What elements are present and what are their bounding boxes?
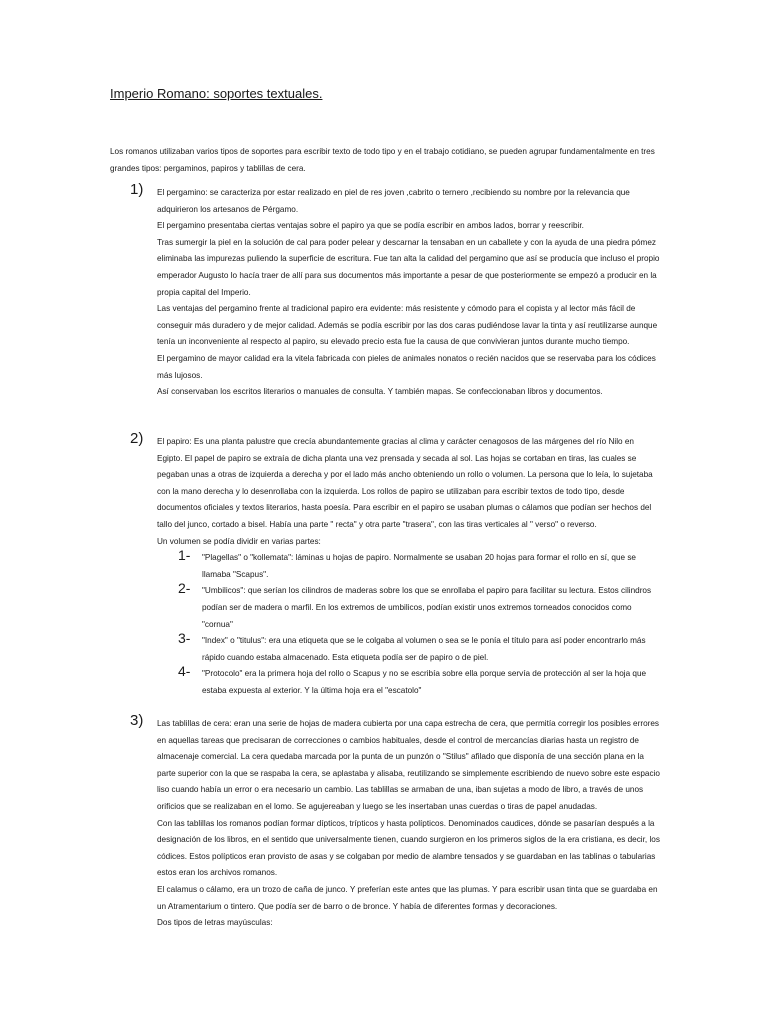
list-item-text: "Protocolo" era la primera hoja del rollo o Scapus y no se escribía sobre ella porque servía de protección al ser la hoja que estaba expuesta al exterior. Y la última hoja era el "escatolo" — [202, 669, 647, 695]
list-item-text: "Umbilicos": que serían los cilindros de maderas sobre los que se enrollaba el papiro para facilitar su lectura. Estos cilindros podían ser de madera o marfil. En los extremos de umbilicos, podían existir unos extremos torneados conocidos como "cornua" — [202, 586, 652, 629]
intro-paragraph: Los romanos utilizaban varios tipos de soportes para escribir texto de todo tipo y en el trabajo cotidiano, se pueden agrupar fundamentalmente en tres grandes tipos: pergaminos, papiros y tablillas de cera. — [110, 147, 655, 173]
list-item-text: "Plagellas" o "kollemata": láminas u hojas de papiro. Normalmente se usaban 20 hojas para formar el rollo en sí, que se llamaba "Scapus". — [202, 553, 636, 579]
paragraph: Dos tipos de letras mayúsculas: — [157, 918, 273, 928]
list-item-number: 3- — [178, 630, 191, 647]
document-title: Imperio Romano: soportes textuales. — [110, 86, 323, 101]
list-item-number: 4- — [178, 663, 191, 680]
section-number: 1) — [130, 181, 144, 198]
section-number: 3) — [130, 712, 144, 729]
list-item — [178, 663, 660, 699]
paragraph: El pergamino de mayor calidad era la vitela fabricada con pieles de animales nonatos o recién nacidos que se reservaba para los códices más lujosos. — [157, 353, 656, 380]
list-item — [178, 580, 660, 633]
paragraph: Un volumen se podía dividir en varias partes: — [157, 536, 321, 546]
paragraph: El pergamino: se caracteriza por estar realizado en piel de res joven ,cabrito o ternero ,recibiendo su nombre por la relevancia que adquirieron los artesanos de Pérgamo. — [157, 188, 630, 214]
list-item-number: 2- — [178, 580, 191, 597]
section-papiro — [130, 430, 660, 700]
section-tablillas — [130, 712, 660, 932]
paragraph: Con las tablillas los romanos podían formar dípticos, trípticos y hasta polípticos. Denominados caudices, dónde se pasarían después a la designación de los libros, en el sentido que universalmente tienen, cuando surgieron en los primeros siglos de la era cristiana, es decir, los códices. Estos polípticos eran provisto de asas y se colgaban por medio de alambre tensados y se guardaban en las tablinas o tabularias estos eran los archivos romanos. — [157, 818, 660, 878]
paragraph: El papiro: Es una planta palustre que crecía abundantemente gracias al clima y carácter cenagosos de las márgenes del río Nilo en Egipto. El papel de papiro se extraía de dicha planta una vez prensada y secada al sol. Las hojas se cortaban en tiras, las cuales se pegaban unas a otras de izquierda a derecha y por el lado más ancho obteniendo un rollo o volumen. La persona que lo leía, lo sujetaba con la mano derecha y lo desenrollaba con la izquierda. Los rollos de papiro se utilizaban para escribir textos de todo tipo, desde documentos oficiales y textos literarios, hasta poesía. Para escribir en el papiro se usaban plumas o cálamos que podían ser hechos del tallo del junco, cortado a bisel. Había una parte " recta" y otra parte "trasera", con las tiras verticales al " verso" o reverso. — [157, 437, 653, 529]
list-item-text: "Index" o "titulus": era una etiqueta que se le colgaba al volumen o sea se le ponía el título para así poder encontrarlo más rápido cuando estaba almacenado. Esta etiqueta podía ser de papiro o de piel. — [202, 636, 646, 662]
list-item-number: 1- — [178, 547, 191, 564]
section-number: 2) — [130, 430, 144, 447]
section-pergamino — [130, 181, 660, 401]
list-item — [178, 630, 660, 666]
paragraph: Las tablillas de cera: eran una serie de hojas de madera cubierta por una capa estrecha de cera, que permitía corregir los posibles errores en aquellas tareas que precisaran de correcciones o cambios habituales, desde el control de mercancías diarias hasta un registro de almacenaje comercial. La cera quedaba marcada por la punta de un punzón o "Stilus" afilado que disponía de una sección plana en la parte superior con la que se raspaba la cera, se aplastaba y alisaba, reutilizando se simplemente escribiendo de nuevo sobre este espacio liso cuando había un error o era necesario un cambio. Las tablillas se armaban de una, iban sujetas a modo de libro, a través de unos orificios que se realizaban en el lomo. Se agujereaban y luego se les insertaban unas cuerdas o tiras de papel anudadas. — [157, 719, 660, 811]
paragraph: Las ventajas del pergamino frente al tradicional papiro era evidente: más resistente y cómodo para el copista y al lector más fácil de conseguir más duradero y de mejor calidad. Además se podía escribir por las dos caras pudiéndose lavar la tinta y así reutilizarse aunque tenía un inconveniente al respecto al papiro, su elevado precio esta fue la causa de que convivieran juntos durante mucho tiempo. — [157, 304, 658, 347]
paragraph: El calamus o cálamo, era un trozo de caña de junco. Y preferían este antes que las plumas. Y para escribir usan tinta que se guardaba en un Atramentarium o tintero. Que podía ser de barro o de bronce. Y había de diferentes formas y decoraciones. — [157, 884, 658, 911]
paragraph: Tras sumergir la piel en la solución de cal para poder pelear y descarnar la tensaban en un caballete y con la ayuda de una piedra pómez eliminaba las impurezas puliendo la superficie de escritura. Fue tan alta la calidad del pergamino que así se producía que incluso el propio emperador Augusto lo hacía traer de allí para sus documentos más importante a pesar de que posteriormente se empezó a producir en la propia capital del Imperio. — [157, 237, 660, 297]
paragraph: Así conservaban los escritos literarios o manuales de consulta. Y también mapas. Se confeccionaban libros y documentos. — [157, 387, 603, 397]
paragraph: El pergamino presentaba ciertas ventajas sobre el papiro ya que se podía escribir en ambos lados, borrar y reescribir. — [157, 221, 584, 231]
list-item — [178, 547, 660, 583]
